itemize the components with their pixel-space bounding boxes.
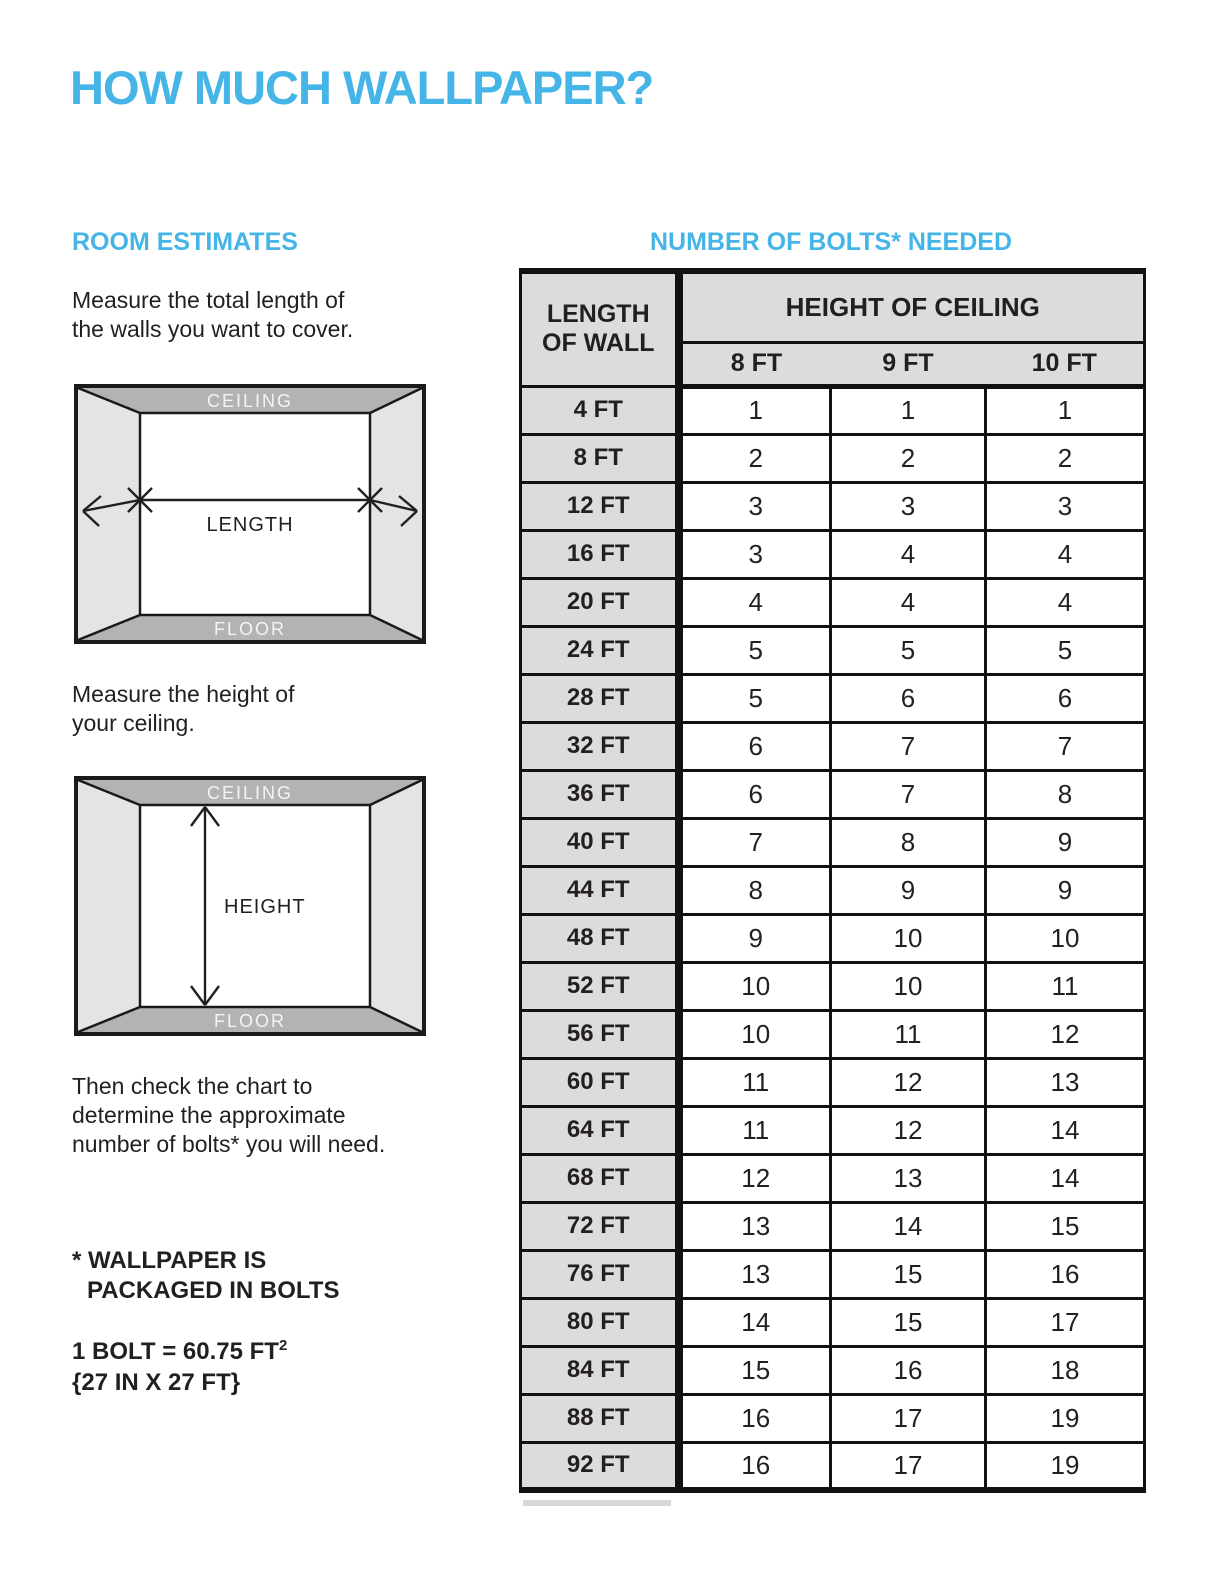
bolts-value-cell: 4 [679, 578, 831, 626]
bolts-value-cell: 5 [986, 626, 1145, 674]
bolts-value-cell: 15 [679, 1346, 831, 1394]
length-label: LENGTH [206, 514, 294, 536]
table-row [521, 1346, 1145, 1394]
instruction-line: Measure the total length of [72, 287, 345, 313]
bolts-value-cell: 15 [831, 1250, 986, 1298]
wall-length-cell: 52 FT [521, 962, 679, 1010]
bolts-value-cell: 7 [831, 770, 986, 818]
bolts-value-cell: 4 [986, 530, 1145, 578]
instruction-line: Measure the height of [72, 681, 295, 707]
bolts-value-cell: 12 [679, 1154, 831, 1202]
table-row [521, 434, 1145, 482]
table-row [521, 722, 1145, 770]
height-diagram [74, 776, 426, 1036]
wall-length-cell: 48 FT [521, 914, 679, 962]
wall-length-cell: 72 FT [521, 1202, 679, 1250]
wall-length-cell: 76 FT [521, 1250, 679, 1298]
bolts-value-cell: 2 [986, 434, 1145, 482]
table-row [521, 1106, 1145, 1154]
bolts-value-cell: 8 [986, 770, 1145, 818]
instruction-step-1 [72, 286, 353, 344]
bolts-needed-table [519, 268, 1146, 1493]
bolts-value-cell: 12 [831, 1058, 986, 1106]
bolts-value-cell: 6 [679, 770, 831, 818]
bolts-value-cell: 1 [831, 386, 986, 434]
table-row [521, 1298, 1145, 1346]
wall-length-cell: 28 FT [521, 674, 679, 722]
bolts-table [519, 268, 1146, 1493]
table-row [521, 674, 1145, 722]
wall-length-cell: 84 FT [521, 1346, 679, 1394]
wall-length-cell: 40 FT [521, 818, 679, 866]
ceiling-label: CEILING [206, 391, 294, 411]
bolt-dimensions: {27 IN X 27 FT} [72, 1369, 241, 1396]
bolts-value-cell: 8 [679, 866, 831, 914]
instruction-line: Then check the chart to [72, 1073, 313, 1099]
bolts-value-cell: 19 [986, 1442, 1145, 1490]
wall-length-cell: 24 FT [521, 626, 679, 674]
bolts-value-cell: 13 [679, 1250, 831, 1298]
bolts-value-cell: 14 [831, 1202, 986, 1250]
page-title: HOW MUCH WALLPAPER? [70, 61, 654, 114]
superscript-2: 2 [278, 1337, 288, 1354]
footnote-line: PACKAGED IN BOLTS [87, 1277, 340, 1304]
wallpaper-footnote [72, 1246, 339, 1306]
table-row [521, 770, 1145, 818]
bolts-value-cell: 3 [986, 482, 1145, 530]
bolts-value-cell: 19 [986, 1394, 1145, 1442]
bolts-value-cell: 4 [986, 578, 1145, 626]
room-estimates-heading: ROOM ESTIMATES [72, 228, 298, 256]
bolts-value-cell: 16 [986, 1250, 1145, 1298]
table-row [521, 1154, 1145, 1202]
bolts-value-cell: 2 [679, 434, 831, 482]
table-row [521, 1058, 1145, 1106]
wall-length-cell: 12 FT [521, 482, 679, 530]
bolts-value-cell: 9 [831, 866, 986, 914]
table-row [521, 1394, 1145, 1442]
height-diagram-graphic [74, 776, 426, 1036]
bolts-value-cell: 11 [986, 962, 1145, 1010]
bolts-value-cell: 6 [986, 674, 1145, 722]
bolts-value-cell: 17 [831, 1442, 986, 1490]
bolts-value-cell: 3 [831, 482, 986, 530]
table-row [521, 386, 1145, 434]
bolts-value-cell: 12 [831, 1106, 986, 1154]
bolts-value-cell: 11 [831, 1010, 986, 1058]
table-row [521, 914, 1145, 962]
bolts-value-cell: 14 [679, 1298, 831, 1346]
wall-length-cell: 8 FT [521, 434, 679, 482]
bolts-value-cell: 10 [679, 1010, 831, 1058]
wall-length-cell: 92 FT [521, 1442, 679, 1490]
bolts-value-cell: 5 [679, 626, 831, 674]
table-bottom-shadow [523, 1500, 671, 1506]
bolts-value-cell: 1 [986, 386, 1145, 434]
left-wall [78, 780, 140, 1032]
floor-label: FLOOR [213, 619, 287, 639]
table-body [521, 386, 1145, 1490]
instruction-line: the walls you want to cover. [72, 316, 354, 342]
corner-header-length-of-wall: LENGTH OF WALL [521, 271, 679, 386]
bolts-value-cell: 3 [679, 530, 831, 578]
table-row [521, 1250, 1145, 1298]
bolts-value-cell: 12 [986, 1010, 1145, 1058]
height-label: HEIGHT [224, 896, 306, 918]
group-header-height-of-ceiling: HEIGHT OF CEILING [679, 271, 1145, 342]
right-wall [370, 780, 422, 1032]
bolts-value-cell: 15 [986, 1202, 1145, 1250]
col-header-10ft: 10 FT [986, 342, 1145, 386]
bolts-value-cell: 13 [679, 1202, 831, 1250]
length-diagram-graphic [74, 384, 426, 644]
bolts-value-cell: 9 [679, 914, 831, 962]
floor-label: FLOOR [213, 1011, 287, 1031]
col-header-8ft: 8 FT [679, 342, 831, 386]
bolts-value-cell: 7 [831, 722, 986, 770]
bolts-value-cell: 8 [831, 818, 986, 866]
footnote-line [72, 1246, 339, 1276]
bolts-value-cell: 18 [986, 1346, 1145, 1394]
bolts-value-cell: 10 [831, 914, 986, 962]
bolts-value-cell: 17 [986, 1298, 1145, 1346]
bolts-value-cell: 2 [831, 434, 986, 482]
instruction-line: number of bolts* you will need. [72, 1131, 386, 1157]
instruction-step-2 [72, 680, 294, 738]
bolts-value-cell: 10 [986, 914, 1145, 962]
bolts-value-cell: 13 [831, 1154, 986, 1202]
bolts-value-cell: 9 [986, 818, 1145, 866]
bolts-value-cell: 15 [831, 1298, 986, 1346]
length-diagram [74, 384, 426, 644]
footnote-text: WALLPAPER IS [88, 1247, 267, 1274]
wall-length-cell: 16 FT [521, 530, 679, 578]
bolts-value-cell: 9 [986, 866, 1145, 914]
bolts-value-cell: 11 [679, 1058, 831, 1106]
bolts-table-heading: NUMBER OF BOLTS* NEEDED [649, 228, 1013, 256]
bolts-value-cell: 4 [831, 530, 986, 578]
bolts-value-cell: 4 [831, 578, 986, 626]
wall-length-cell: 68 FT [521, 1154, 679, 1202]
bolts-value-cell: 7 [986, 722, 1145, 770]
instruction-step-3 [72, 1072, 385, 1159]
table-row [521, 626, 1145, 674]
bolts-value-cell: 6 [831, 674, 986, 722]
bolt-formula: 1 BOLT = 60.75 $FT^2$ [72, 1337, 288, 1365]
bolts-value-cell: 10 [679, 962, 831, 1010]
col-header-9ft: 9 FT [831, 342, 986, 386]
wall-length-cell: 56 FT [521, 1010, 679, 1058]
table-row [521, 578, 1145, 626]
table-row [521, 866, 1145, 914]
bolts-value-cell: 5 [679, 674, 831, 722]
bolts-value-cell: 13 [986, 1058, 1145, 1106]
wall-length-cell: 80 FT [521, 1298, 679, 1346]
bolts-value-cell: 11 [679, 1106, 831, 1154]
wall-length-cell: 88 FT [521, 1394, 679, 1442]
table-row [521, 962, 1145, 1010]
ceiling-label: CEILING [206, 783, 294, 803]
bolts-value-cell: 5 [831, 626, 986, 674]
footnote-star: * [72, 1247, 82, 1274]
instruction-line: your ceiling. [72, 710, 195, 736]
table-header [521, 271, 1145, 386]
instruction-line: determine the approximate [72, 1102, 346, 1128]
wall-length-cell: 4 FT [521, 386, 679, 434]
bolts-value-cell: 10 [831, 962, 986, 1010]
bolts-value-cell: 14 [986, 1106, 1145, 1154]
bolts-value-cell: 1 [679, 386, 831, 434]
table-row [521, 1442, 1145, 1490]
wall-length-cell: 36 FT [521, 770, 679, 818]
wall-length-cell: 20 FT [521, 578, 679, 626]
wall-length-cell: 44 FT [521, 866, 679, 914]
table-row [521, 530, 1145, 578]
bolts-value-cell: 6 [679, 722, 831, 770]
wall-length-cell: 64 FT [521, 1106, 679, 1154]
bolts-value-cell: 16 [679, 1442, 831, 1490]
bolts-value-cell: 16 [679, 1394, 831, 1442]
bolts-value-cell: 14 [986, 1154, 1145, 1202]
table-row [521, 482, 1145, 530]
wall-length-cell: 32 FT [521, 722, 679, 770]
table-row [521, 1202, 1145, 1250]
table-row [521, 818, 1145, 866]
bolts-value-cell: 7 [679, 818, 831, 866]
bolt-size-info [72, 1330, 287, 1398]
table-row [521, 1010, 1145, 1058]
wall-length-cell: 60 FT [521, 1058, 679, 1106]
bolts-value-cell: 17 [831, 1394, 986, 1442]
bolts-value-cell: 16 [831, 1346, 986, 1394]
bolts-value-cell: 3 [679, 482, 831, 530]
